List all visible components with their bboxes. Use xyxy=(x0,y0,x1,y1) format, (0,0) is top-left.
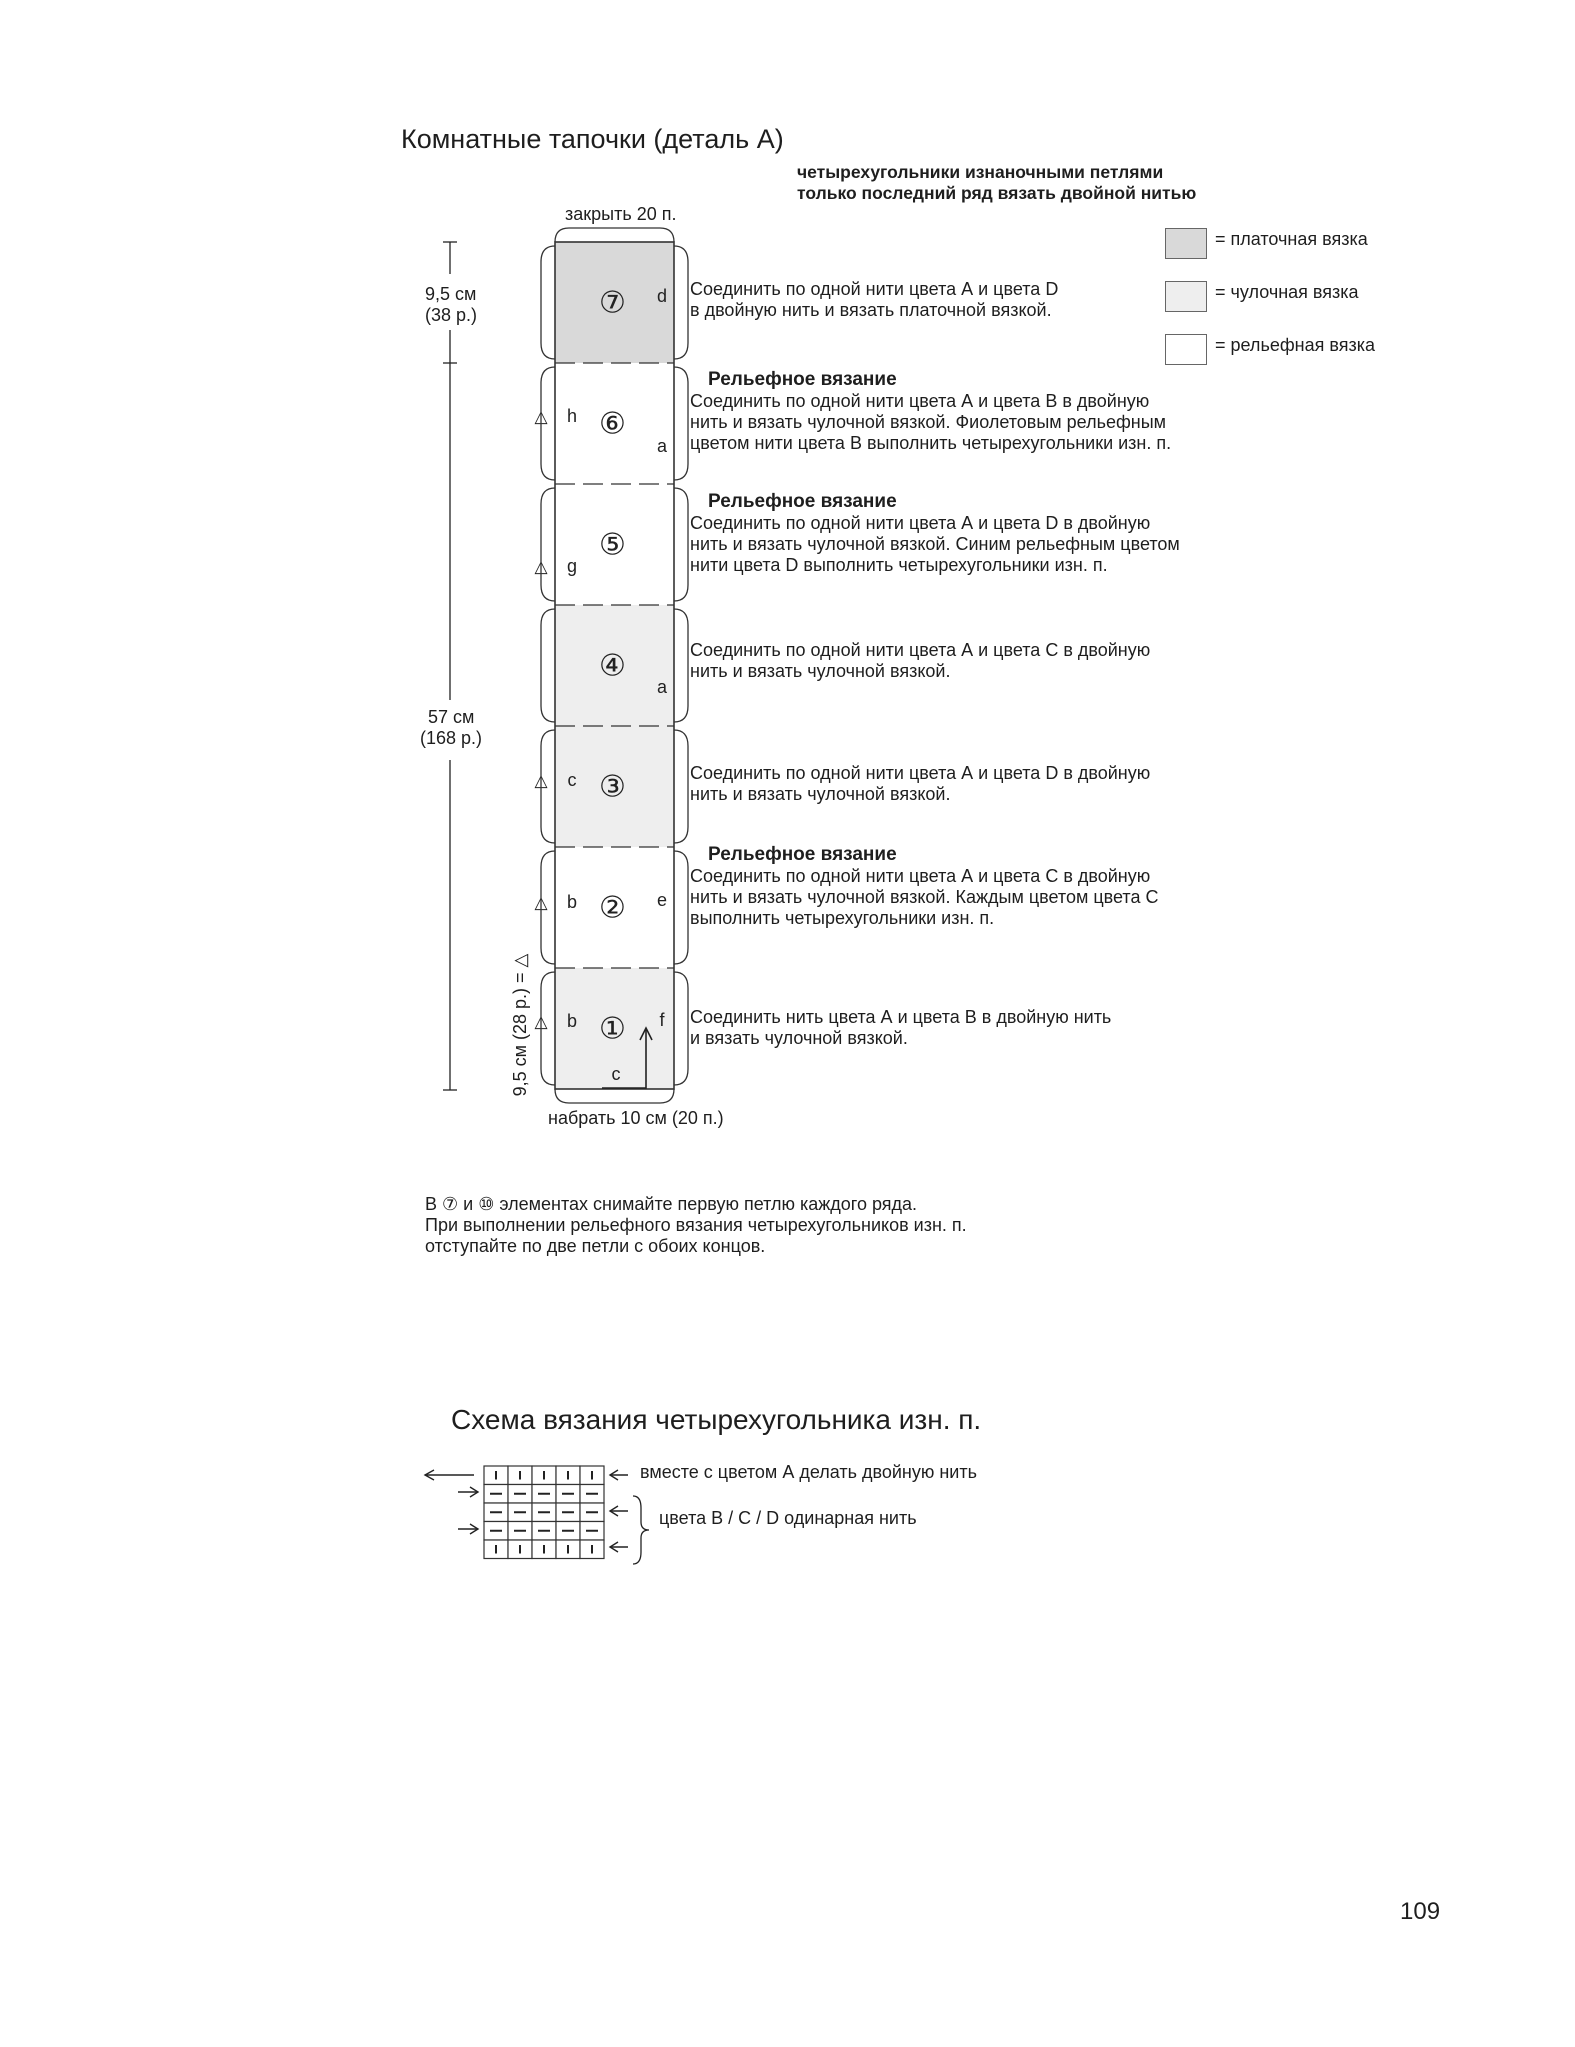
block-right-letter: a xyxy=(656,436,668,456)
page-title: Комнатные тапочки (деталь А) xyxy=(401,124,784,154)
block-description-line: Соединить по одной нити цвета А и цвета D в двойную xyxy=(690,763,1151,783)
side-dimension: 9,5 см (28 р.) = △ xyxy=(510,953,530,1097)
block-left-letter: b xyxy=(566,892,578,912)
block-number: ⑤ xyxy=(599,528,626,562)
cast-on-label: набрать 10 см (20 п.) xyxy=(548,1108,724,1128)
dim-top-value: 9,5 см xyxy=(425,284,477,304)
block-description-line: Соединить по одной нити цвета А и цвета В в двойную xyxy=(690,391,1150,411)
block-number: ① xyxy=(599,1012,626,1046)
legend-label-stockinette: = чулочная вязка xyxy=(1215,282,1359,302)
cast-off-label: закрыть 20 п. xyxy=(565,204,677,224)
block-number: ③ xyxy=(599,770,626,804)
note-line-2: При выполнении рельефного вязания четырехугольников изн. п. xyxy=(425,1215,967,1235)
triangle-marker: △ xyxy=(534,1012,548,1031)
note-line-3: отступайте по две петли с обоих концов. xyxy=(425,1236,766,1256)
block-number: ⑦ xyxy=(599,286,626,320)
dim-top-rows: (38 р.) xyxy=(425,305,478,325)
block-description-line: нити цвета D выполнить четырехугольники изн. п. xyxy=(690,555,1108,575)
dim-main-value: 57 см xyxy=(428,707,475,727)
block-number: ⑥ xyxy=(599,407,626,441)
block-description-line: нить и вязать чулочной вязкой. xyxy=(690,661,951,681)
block-right-letter: d xyxy=(656,286,668,306)
block-description-line: и вязать чулочной вязкой. xyxy=(690,1028,908,1048)
block-description-line: Соединить по одной нити цвета А и цвета D xyxy=(690,279,1059,299)
legend-label-relief: = рельефная вязка xyxy=(1215,335,1375,355)
block-description-line: в двойную нить и вязать платочной вязкой. xyxy=(690,300,1052,320)
block-description-line: нить и вязать чулочной вязкой. Фиолетовым рельефным xyxy=(690,412,1167,432)
block-heading: Рельефное вязание xyxy=(708,491,897,512)
block-right-letter: a xyxy=(656,677,668,697)
block-left-letter: b xyxy=(566,1011,578,1031)
chart-title: Схема вязания четырехугольника изн. п. xyxy=(451,1404,982,1435)
block-heading: Рельефное вязание xyxy=(708,369,897,390)
block-description-line: нить и вязать чулочной вязкой. Каждым цветом цвета С xyxy=(690,887,1159,907)
block-description-line: Соединить по одной нити цвета А и цвета С в двойную xyxy=(690,640,1151,660)
block-right-letter: f xyxy=(659,1010,665,1030)
block-description-line: нить и вязать чулочной вязкой. xyxy=(690,784,951,804)
block-right-letter: e xyxy=(656,890,668,910)
page-number: 109 xyxy=(1400,1898,1441,1925)
bottom-letter: c xyxy=(611,1064,621,1084)
block-left-letter: g xyxy=(566,556,578,576)
block-description-line: выполнить четырехугольники изн. п. xyxy=(690,908,995,928)
header-note-2: только последний ряд вязать двойной нитью xyxy=(797,183,1197,203)
block-description-line: Соединить по одной нити цвета А и цвета С в двойную xyxy=(690,866,1151,886)
block-heading: Рельефное вязание xyxy=(708,844,897,865)
block-description-line: нить и вязать чулочной вязкой. Синим рельефным цветом xyxy=(690,534,1180,554)
triangle-marker: △ xyxy=(534,557,548,576)
triangle-marker: △ xyxy=(534,407,548,426)
legend-label-garter: = платочная вязка xyxy=(1215,229,1368,249)
block-left-letter: c xyxy=(567,770,577,790)
chart-label-single: цвета B / C / D одинарная нить xyxy=(659,1508,917,1528)
chart-label-double: вместе с цветом А делать двойную нить xyxy=(640,1462,977,1482)
block-left-letter: h xyxy=(566,406,578,426)
dim-main-rows: (168 р.) xyxy=(420,728,483,748)
triangle-marker: △ xyxy=(534,771,548,790)
header-note-1: четырехугольники изнаночными петлями xyxy=(797,162,1164,182)
block-description-line: Соединить нить цвета А и цвета В в двойную нить xyxy=(690,1007,1112,1027)
block-description-line: Соединить по одной нити цвета А и цвета D в двойную xyxy=(690,513,1151,533)
note-line-1: В ⑦ и ⑩ элементах снимайте первую петлю каждого ряда. xyxy=(425,1194,918,1214)
block-number: ④ xyxy=(599,649,626,683)
triangle-marker: △ xyxy=(534,893,548,912)
block-number: ② xyxy=(599,891,626,925)
block-description-line: цветом нити цвета В выполнить четырехугольники изн. п. xyxy=(690,433,1172,453)
